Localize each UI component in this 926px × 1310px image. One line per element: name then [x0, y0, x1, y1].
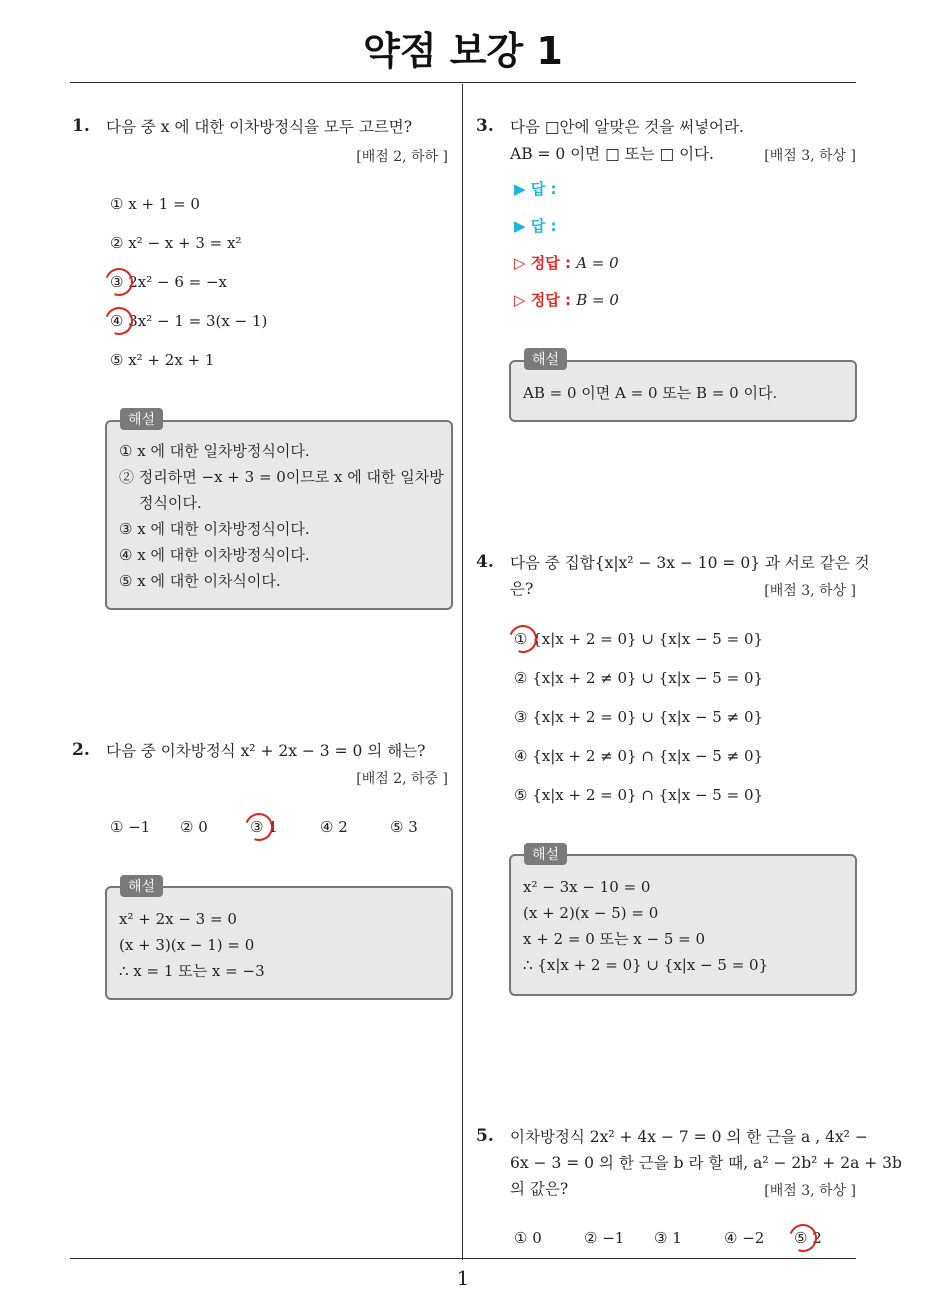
q2-option-5[interactable]: ⑤ 3 — [390, 818, 418, 836]
q1-explanation-box — [105, 420, 453, 610]
selected-mark-icon — [100, 302, 137, 339]
q1-option-2[interactable]: ② x² − x + 3 = x² — [110, 234, 242, 252]
q3-answer-field[interactable]: ▶ 답 : — [514, 180, 557, 198]
q5-option-3[interactable]: ③ 1 — [654, 1229, 682, 1247]
q5-option-5[interactable]: ⑤ 2 — [794, 1229, 822, 1247]
q3-correct-value: A = 0 — [576, 254, 619, 272]
q1-explanation-line: 정식이다. — [139, 494, 202, 512]
q2-explanation-box — [105, 886, 453, 1000]
selected-mark-icon — [784, 1219, 821, 1256]
q2-meta: [배점 2, 하중 ] — [356, 771, 448, 787]
q4-option-3[interactable]: ③ {x|x + 2 = 0} ∪ {x|x − 5 ≠ 0} — [514, 708, 764, 726]
q5-text-1: 이차방정식 2x² + 4x − 7 = 0 의 한 근을 a , 4x² − — [510, 1128, 868, 1146]
q5-option-2[interactable]: ② −1 — [584, 1229, 625, 1247]
q4-option-4[interactable]: ④ {x|x + 2 ≠ 0} ∩ {x|x − 5 ≠ 0} — [514, 747, 764, 765]
q5-text-2: 6x − 3 = 0 의 한 근을 b 라 할 때, a² − 2b² + 2a + 3b — [510, 1154, 902, 1172]
q4-number: 4. — [476, 552, 494, 572]
q3-meta: [배점 3, 하상 ] — [764, 148, 856, 164]
q5-meta: [배점 3, 하상 ] — [764, 1183, 856, 1199]
q1-explanation-line: ① x 에 대한 일차방정식이다. — [119, 442, 310, 460]
q3-answer-field[interactable]: ▶ 답 : — [514, 217, 557, 235]
q4-option-2[interactable]: ② {x|x + 2 ≠ 0} ∪ {x|x − 5 = 0} — [514, 669, 764, 687]
q3-correct-answer-1 — [514, 252, 619, 273]
q4-explanation-label: 해설 — [524, 843, 567, 865]
q1-option-3[interactable]: ③ 2x² − 6 = −x — [110, 273, 228, 291]
q1-explanation-label: 해설 — [120, 408, 163, 430]
q4-option-1[interactable]: ① {x|x + 2 = 0} ∪ {x|x − 5 = 0} — [514, 630, 764, 648]
q4-explanation-line: ∴ {x|x + 2 = 0} ∪ {x|x − 5 = 0} — [523, 956, 769, 974]
q4-explanation-line: x² − 3x − 10 = 0 — [523, 878, 651, 896]
q3-correct-answer-2 — [514, 289, 619, 310]
q2-option-2[interactable]: ② 0 — [180, 818, 208, 836]
selected-mark-icon — [100, 263, 137, 300]
q3-text-1: 다음 □안에 알맞은 것을 써넣어라. — [510, 118, 744, 136]
q4-text-1: 다음 중 집합{x|x² − 3x − 10 = 0} 과 서로 같은 것 — [510, 554, 870, 572]
q1-text: 다음 중 x 에 대한 이차방정식을 모두 고르면? — [106, 118, 413, 136]
q3-explanation-line: AB = 0 이면 A = 0 또는 B = 0 이다. — [523, 384, 778, 402]
q2-explanation-line: (x + 3)(x − 1) = 0 — [119, 936, 255, 954]
q4-explanation-box — [509, 854, 857, 996]
page-title: 약점 보강 1 — [363, 29, 563, 73]
q5-option-4[interactable]: ④ −2 — [724, 1229, 765, 1247]
q2-number: 2. — [72, 740, 90, 760]
q1-meta: [배점 2, 하하 ] — [356, 149, 448, 165]
q3-number: 3. — [476, 116, 494, 136]
q3-correct-value: B = 0 — [576, 291, 619, 309]
q5-number: 5. — [476, 1126, 494, 1146]
q2-explanation-label: 해설 — [120, 875, 163, 897]
column-divider — [462, 84, 463, 1260]
q5-text-3: 의 값은? — [510, 1180, 569, 1198]
q3-text-2: AB = 0 이면 □ 또는 □ 이다. — [510, 145, 714, 163]
q4-text-2: 은? — [510, 580, 534, 598]
q2-explanation-line: x² + 2x − 3 = 0 — [119, 910, 237, 928]
q4-explanation-line: x + 2 = 0 또는 x − 5 = 0 — [523, 930, 706, 948]
q3-correct-label: ▷ 정답 : — [514, 291, 571, 309]
q1-number: 1. — [72, 116, 90, 136]
q1-option-5[interactable]: ⑤ x² + 2x + 1 — [110, 351, 215, 369]
q2-option-1[interactable]: ① −1 — [110, 818, 151, 836]
selected-mark-icon — [504, 620, 541, 657]
q4-option-5[interactable]: ⑤ {x|x + 2 = 0} ∩ {x|x − 5 = 0} — [514, 786, 764, 804]
q1-explanation-line: ④ x 에 대한 이차방정식이다. — [119, 546, 310, 564]
q2-text: 다음 중 이차방정식 x² + 2x − 3 = 0 의 해는? — [106, 742, 426, 760]
top-rule — [70, 82, 856, 83]
q2-option-4[interactable]: ④ 2 — [320, 818, 348, 836]
q3-explanation-label: 해설 — [524, 348, 567, 370]
q3-correct-label: ▷ 정답 : — [514, 254, 571, 272]
q4-explanation-line: (x + 2)(x − 5) = 0 — [523, 904, 659, 922]
q2-option-3[interactable]: ③ 1 — [250, 818, 278, 836]
q1-explanation-line: ③ x 에 대한 이차방정식이다. — [119, 520, 310, 538]
selected-mark-icon — [240, 808, 277, 845]
q5-option-1[interactable]: ① 0 — [514, 1229, 542, 1247]
q2-explanation-line: ∴ x = 1 또는 x = −3 — [119, 962, 265, 980]
page-number: 1 — [456, 1266, 470, 1290]
q1-option-1[interactable]: ① x + 1 = 0 — [110, 195, 200, 213]
q1-explanation-line: ② 정리하면 −x + 3 = 0이므로 x 에 대한 일차방 — [119, 468, 444, 486]
bottom-rule — [70, 1258, 856, 1259]
q1-option-4[interactable]: ④ 3x² − 1 = 3(x − 1) — [110, 312, 268, 330]
q1-explanation-line: ⑤ x 에 대한 이차식이다. — [119, 572, 281, 590]
q4-meta: [배점 3, 하상 ] — [764, 583, 856, 599]
